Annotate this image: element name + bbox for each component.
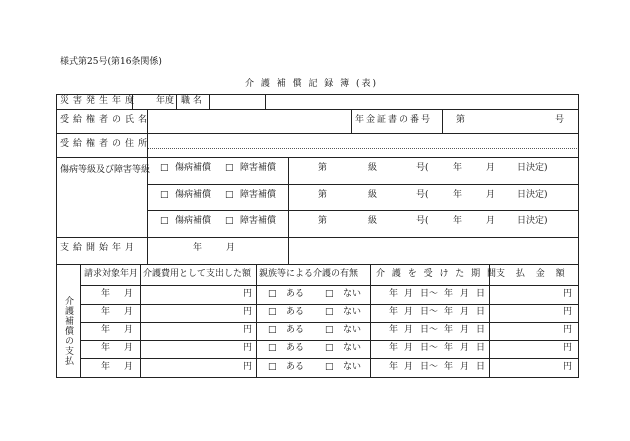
care-checkbox[interactable]: □ [268, 307, 277, 317]
grade-opt2: 障害補償 [240, 216, 277, 226]
payment-p_d1: 日〜 [420, 362, 439, 372]
payment-nai: ない [343, 362, 362, 372]
payment-m: 月 [124, 325, 134, 335]
cert-go: 号 [555, 115, 565, 125]
payment-en1: 円 [243, 289, 253, 299]
payment-en1: 円 [243, 325, 253, 335]
payment-p_y2: 年 [444, 307, 454, 317]
pension-cert-field[interactable] [470, 111, 550, 131]
payment-p_y1: 年 [389, 307, 399, 317]
payment-p_y2: 年 [444, 325, 454, 335]
payment-p_d1: 日〜 [420, 343, 439, 353]
payment-aru: ある [286, 343, 305, 353]
payment-nai: ない [343, 343, 362, 353]
grade-dai: 第 [318, 163, 328, 173]
pay-start-month: 月 [226, 243, 236, 253]
payment-p_d2: 日 [476, 289, 486, 299]
payment-aru: ある [286, 325, 305, 335]
payment-en1: 円 [243, 362, 253, 372]
pay-start-label: 支給開始年月 [60, 243, 139, 253]
payment-p_d1: 日〜 [420, 325, 439, 335]
payment-p_m2: 月 [460, 307, 470, 317]
grade-opt1: 傷病補償 [175, 216, 212, 226]
payment-p_d2: 日 [476, 307, 486, 317]
care-checkbox[interactable]: □ [268, 362, 277, 372]
payment-p_m2: 月 [460, 325, 470, 335]
grade-go: 号( [416, 163, 429, 173]
payment-m: 月 [124, 307, 134, 317]
payment-p_y1: 年 [389, 343, 399, 353]
grade-nen: 年 [453, 216, 463, 226]
shokumei-field[interactable] [211, 96, 263, 107]
grade-opt2: 障害補償 [240, 190, 277, 200]
cert-dai: 第 [456, 115, 466, 125]
care-checkbox[interactable]: □ [325, 289, 334, 299]
form-reference: 様式第25号(第16条関係) [60, 57, 162, 67]
recipient-name-label: 受給権者の氏名 [60, 115, 152, 125]
care-checkbox[interactable]: □ [325, 343, 334, 353]
payment-column-header: 介 護 を 受 け た 期 間 [376, 269, 499, 279]
grade-tsuki: 月 [486, 190, 496, 200]
grade-dai: 第 [318, 190, 328, 200]
nendo-label: 年度 [156, 96, 175, 106]
grade-tsuki: 月 [486, 216, 496, 226]
payment-nai: ない [343, 289, 362, 299]
payment-p_d2: 日 [476, 325, 486, 335]
payment-p_y1: 年 [389, 289, 399, 299]
payment-aru: ある [286, 362, 305, 372]
grade-opt1: 傷病補償 [175, 190, 212, 200]
payment-en2: 円 [563, 307, 573, 317]
grade-checkbox[interactable]: □ [225, 190, 234, 200]
grade-tsuki: 月 [486, 163, 496, 173]
form-title: 介 護 補 償 記 録 簿 (表) [245, 79, 379, 89]
payment-p_m1: 月 [404, 362, 414, 372]
disaster-year-label: 災害発生年度 [60, 96, 139, 106]
payment-nai: ない [343, 325, 362, 335]
grade-opt2: 障害補償 [240, 163, 277, 173]
recipient-address-field[interactable] [149, 135, 577, 155]
payment-p_m1: 月 [404, 343, 414, 353]
payment-m: 月 [124, 343, 134, 353]
grade-kettei: 日決定) [517, 163, 548, 173]
grade-checkbox[interactable]: □ [160, 163, 169, 173]
grade-opt1: 傷病補償 [175, 163, 212, 173]
pension-cert-label: 年金証書の番号 [355, 115, 433, 125]
payment-en1: 円 [243, 307, 253, 317]
payment-p_m1: 月 [404, 325, 414, 335]
shokumei-label: 職 名 [181, 96, 202, 106]
payment-en2: 円 [563, 325, 573, 335]
payment-p_y2: 年 [444, 343, 454, 353]
care-checkbox[interactable]: □ [325, 362, 334, 372]
recipient-address-label: 受給権者の住所 [60, 139, 152, 149]
payment-p_m2: 月 [460, 343, 470, 353]
grade-kettei: 日決定) [517, 216, 548, 226]
care-checkbox[interactable]: □ [325, 325, 334, 335]
payment-column-header: 親族等による介護の有無 [259, 269, 359, 279]
payment-y: 年 [101, 343, 111, 353]
payment-p_d1: 日〜 [420, 307, 439, 317]
disaster-year-field[interactable] [134, 96, 154, 107]
disability-label: 傷病等級及び障害等級 [60, 165, 151, 175]
recipient-name-field[interactable] [149, 111, 349, 131]
care-checkbox[interactable]: □ [268, 343, 277, 353]
grade-checkbox[interactable]: □ [160, 190, 169, 200]
payment-y: 年 [101, 325, 111, 335]
payment-aru: ある [286, 307, 305, 317]
payment-aru: ある [286, 289, 305, 299]
payment-column-header: 支 払 金 額 [496, 269, 569, 279]
payment-y: 年 [101, 362, 111, 372]
payment-column-header: 介護費用として支出した額 [143, 269, 252, 279]
payment-p_y2: 年 [444, 289, 454, 299]
care-checkbox[interactable]: □ [268, 289, 277, 299]
payment-nai: ない [343, 307, 362, 317]
grade-kyu: 級 [368, 216, 378, 226]
care-checkbox[interactable]: □ [268, 325, 277, 335]
payment-p_d2: 日 [476, 362, 486, 372]
grade-kyu: 級 [368, 163, 378, 173]
grade-checkbox[interactable]: □ [225, 216, 234, 226]
grade-nen: 年 [453, 190, 463, 200]
payment-column-header: 請求対象年月 [84, 269, 139, 279]
payment-p_m2: 月 [460, 362, 470, 372]
grade-nen: 年 [453, 163, 463, 173]
grade-go: 号( [416, 216, 429, 226]
payment-en2: 円 [563, 362, 573, 372]
payment-m: 月 [124, 289, 134, 299]
payment-m: 月 [124, 362, 134, 372]
payment-p_m2: 月 [460, 289, 470, 299]
grade-kyu: 級 [368, 190, 378, 200]
payment-y: 年 [101, 289, 111, 299]
pay-start-year: 年 [193, 243, 203, 253]
payment-section-label: 介護補償の支払 [63, 296, 73, 366]
grade-dai: 第 [318, 216, 328, 226]
grade-go: 号( [416, 190, 429, 200]
grade-kettei: 日決定) [517, 190, 548, 200]
payment-en1: 円 [243, 343, 253, 353]
payment-p_d1: 日〜 [420, 289, 439, 299]
care-checkbox[interactable]: □ [325, 307, 334, 317]
payment-en2: 円 [563, 289, 573, 299]
payment-en2: 円 [563, 343, 573, 353]
payment-p_y2: 年 [444, 362, 454, 372]
payment-p_m1: 月 [404, 307, 414, 317]
payment-p_y1: 年 [389, 362, 399, 372]
payment-y: 年 [101, 307, 111, 317]
payment-p_m1: 月 [404, 289, 414, 299]
grade-checkbox[interactable]: □ [225, 163, 234, 173]
grade-checkbox[interactable]: □ [160, 216, 169, 226]
payment-p_d2: 日 [476, 343, 486, 353]
payment-p_y1: 年 [389, 325, 399, 335]
